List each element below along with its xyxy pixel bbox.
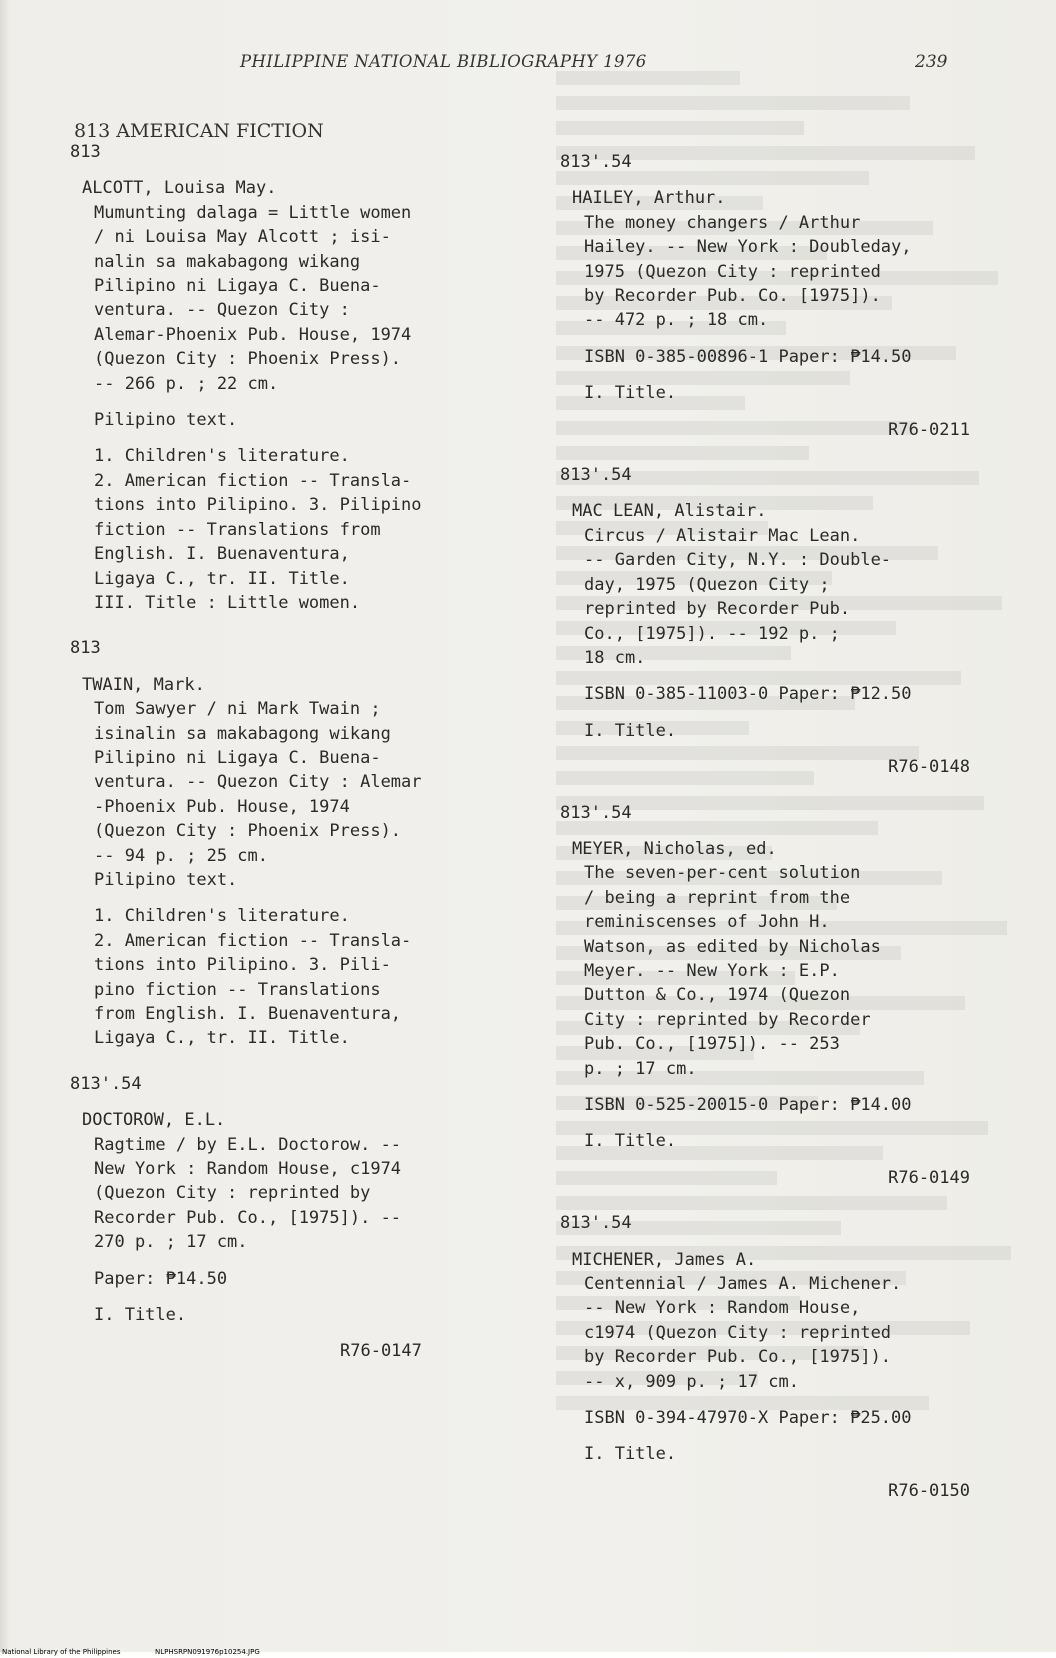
entry-description: Tom Sawyer / ni Mark Twain ; isinalin sa makabagong wikang Pilipino ni Ligaya C. Buena- ventura. -- Quezon City : Alemar -Phoenix Pub. House, 1974 (Quezon City : Phoenix Press). -- 94 p. ; 25 cm. <box>94 699 422 866</box>
left-column <box>70 140 510 1385</box>
catalog-entry <box>560 463 1010 779</box>
scan-footer <box>0 1648 1056 1658</box>
entry-subjects: I. Title. <box>584 720 677 741</box>
entry-heading: TWAIN, Mark. <box>82 674 205 695</box>
entry-heading: MEYER, Nicholas, ed. <box>572 838 777 859</box>
control-number: R76-0147 <box>340 1341 422 1362</box>
page-number: 239 <box>915 52 948 72</box>
catalog-entry <box>560 150 1010 442</box>
entry-description: Centennial / James A. Michener. -- New York : Random House, c1974 (Quezon City : reprinted by Recorder Pub. Co., [1975]). -- x, 909 p. ; 17 cm. <box>584 1274 902 1392</box>
catalog-entry <box>70 1072 510 1364</box>
bleed-line <box>556 121 804 135</box>
section-heading: 813 AMERICAN FICTION <box>74 120 324 142</box>
entry-subjects: 1. Children's literature. 2. American fiction -- Transla- tions into Pilipino. 3. Pili- pino fiction -- Translations from English. I. Buenaventura, Ligaya C., tr. II. Title. <box>94 906 412 1049</box>
entry-isbn: ISBN 0-385-00896-1 Paper: ₱14.50 <box>584 346 912 367</box>
catalog-entry <box>560 801 1010 1191</box>
footer-filename: NLPHSRPN091976p10254.JPG <box>155 1648 260 1656</box>
entry-heading: ALCOTT, Louisa May. <box>82 178 277 199</box>
entry-description: Ragtime / by E.L. Doctorow. -- New York : Random House, c1974 (Quezon City : reprinted by Recorder Pub. Co., [1975]). -- 270 p. ; 17 cm. <box>94 1134 402 1253</box>
classification-number: 813'.54 <box>560 802 632 823</box>
classification-number: 813 <box>70 142 101 162</box>
entry-price: Paper: ₱14.50 <box>94 1268 228 1289</box>
bleed-line <box>556 96 910 110</box>
classification-number: 813'.54 <box>560 1213 632 1234</box>
footer-library: National Library of the Philippines <box>2 1648 121 1656</box>
entry-description: The seven-per-cent solution / being a reprint from the reminiscenses of John H. Watson, as edited by Nicholas Meyer. -- New York : E.P. Dutton & Co., 1974 (Quezon City : reprinted by Recorder Pub. Co., [1975]). -- 253 p. ; 17 cm. <box>584 863 881 1079</box>
entry-note: Pilipino text. <box>94 869 238 890</box>
entry-subjects: I. Title. <box>584 383 677 404</box>
entry-subjects: I. Title. <box>584 1444 677 1465</box>
control-number: R76-0149 <box>888 1167 970 1188</box>
control-number: R76-0211 <box>888 419 970 440</box>
entry-description: Mumunting dalaga = Little women / ni Louisa May Alcott ; isi- nalin sa makabagong wikang Pilipino ni Ligaya C. Buena- ventura. -- Quezon City : Alemar-Phoenix Pub. House, 1974 (Quezon City : Phoenix Press). -- 266 p. ; 22 cm. <box>94 202 412 394</box>
entry-subjects: I. Title. <box>94 1305 187 1326</box>
classification-number: 813'.54 <box>70 1073 142 1094</box>
control-number: R76-0148 <box>888 757 970 778</box>
entry-isbn: ISBN 0-394-47970-X Paper: ₱25.00 <box>584 1408 912 1429</box>
classification-number: 813'.54 <box>560 465 632 486</box>
catalog-entry <box>70 140 510 615</box>
entry-heading: HAILEY, Arthur. <box>572 188 726 209</box>
entry-heading: MICHENER, James A. <box>572 1249 757 1270</box>
entry-heading: MAC LEAN, Alistair. <box>572 501 767 522</box>
catalog-entry <box>70 636 510 1051</box>
entry-subjects: 1. Children's literature. 2. American fiction -- Transla- tions into Pilipino. 3. Pilipino fiction -- Translations from English. I. Buenaventura, Ligaya C., tr. II. Title. III. Title : Little women. <box>94 446 422 613</box>
entry-isbn: ISBN 0-385-11003-0 Paper: ₱12.50 <box>584 684 912 705</box>
entry-subjects: I. Title. <box>584 1131 677 1152</box>
catalog-entry <box>560 1211 1010 1503</box>
running-header: PHILIPPINE NATIONAL BIBLIOGRAPHY 1976 <box>240 52 647 71</box>
entry-isbn: ISBN 0-525-20015-0 Paper: ₱14.00 <box>584 1095 912 1115</box>
entry-note: Pilipino text. <box>94 410 238 431</box>
entry-heading: DOCTOROW, E.L. <box>82 1110 226 1131</box>
classification-number: 813 <box>70 638 101 659</box>
control-number: R76-0150 <box>888 1480 970 1501</box>
bleed-line <box>556 71 740 85</box>
entry-description: The money changers / Arthur Hailey. -- New York : Doubleday, 1975 (Quezon City : reprinted by Recorder Pub. Co. [1975]). -- 472 p. ; 18 cm. <box>584 212 912 331</box>
classification-number: 813'.54 <box>560 152 632 172</box>
right-column <box>560 150 1010 1524</box>
entry-description: Circus / Alistair Mac Lean. -- Garden City, N.Y. : Double- day, 1975 (Quezon City ; reprinted by Recorder Pub. Co., [1975]). -- 192 p. ; 18 cm. <box>584 525 892 668</box>
